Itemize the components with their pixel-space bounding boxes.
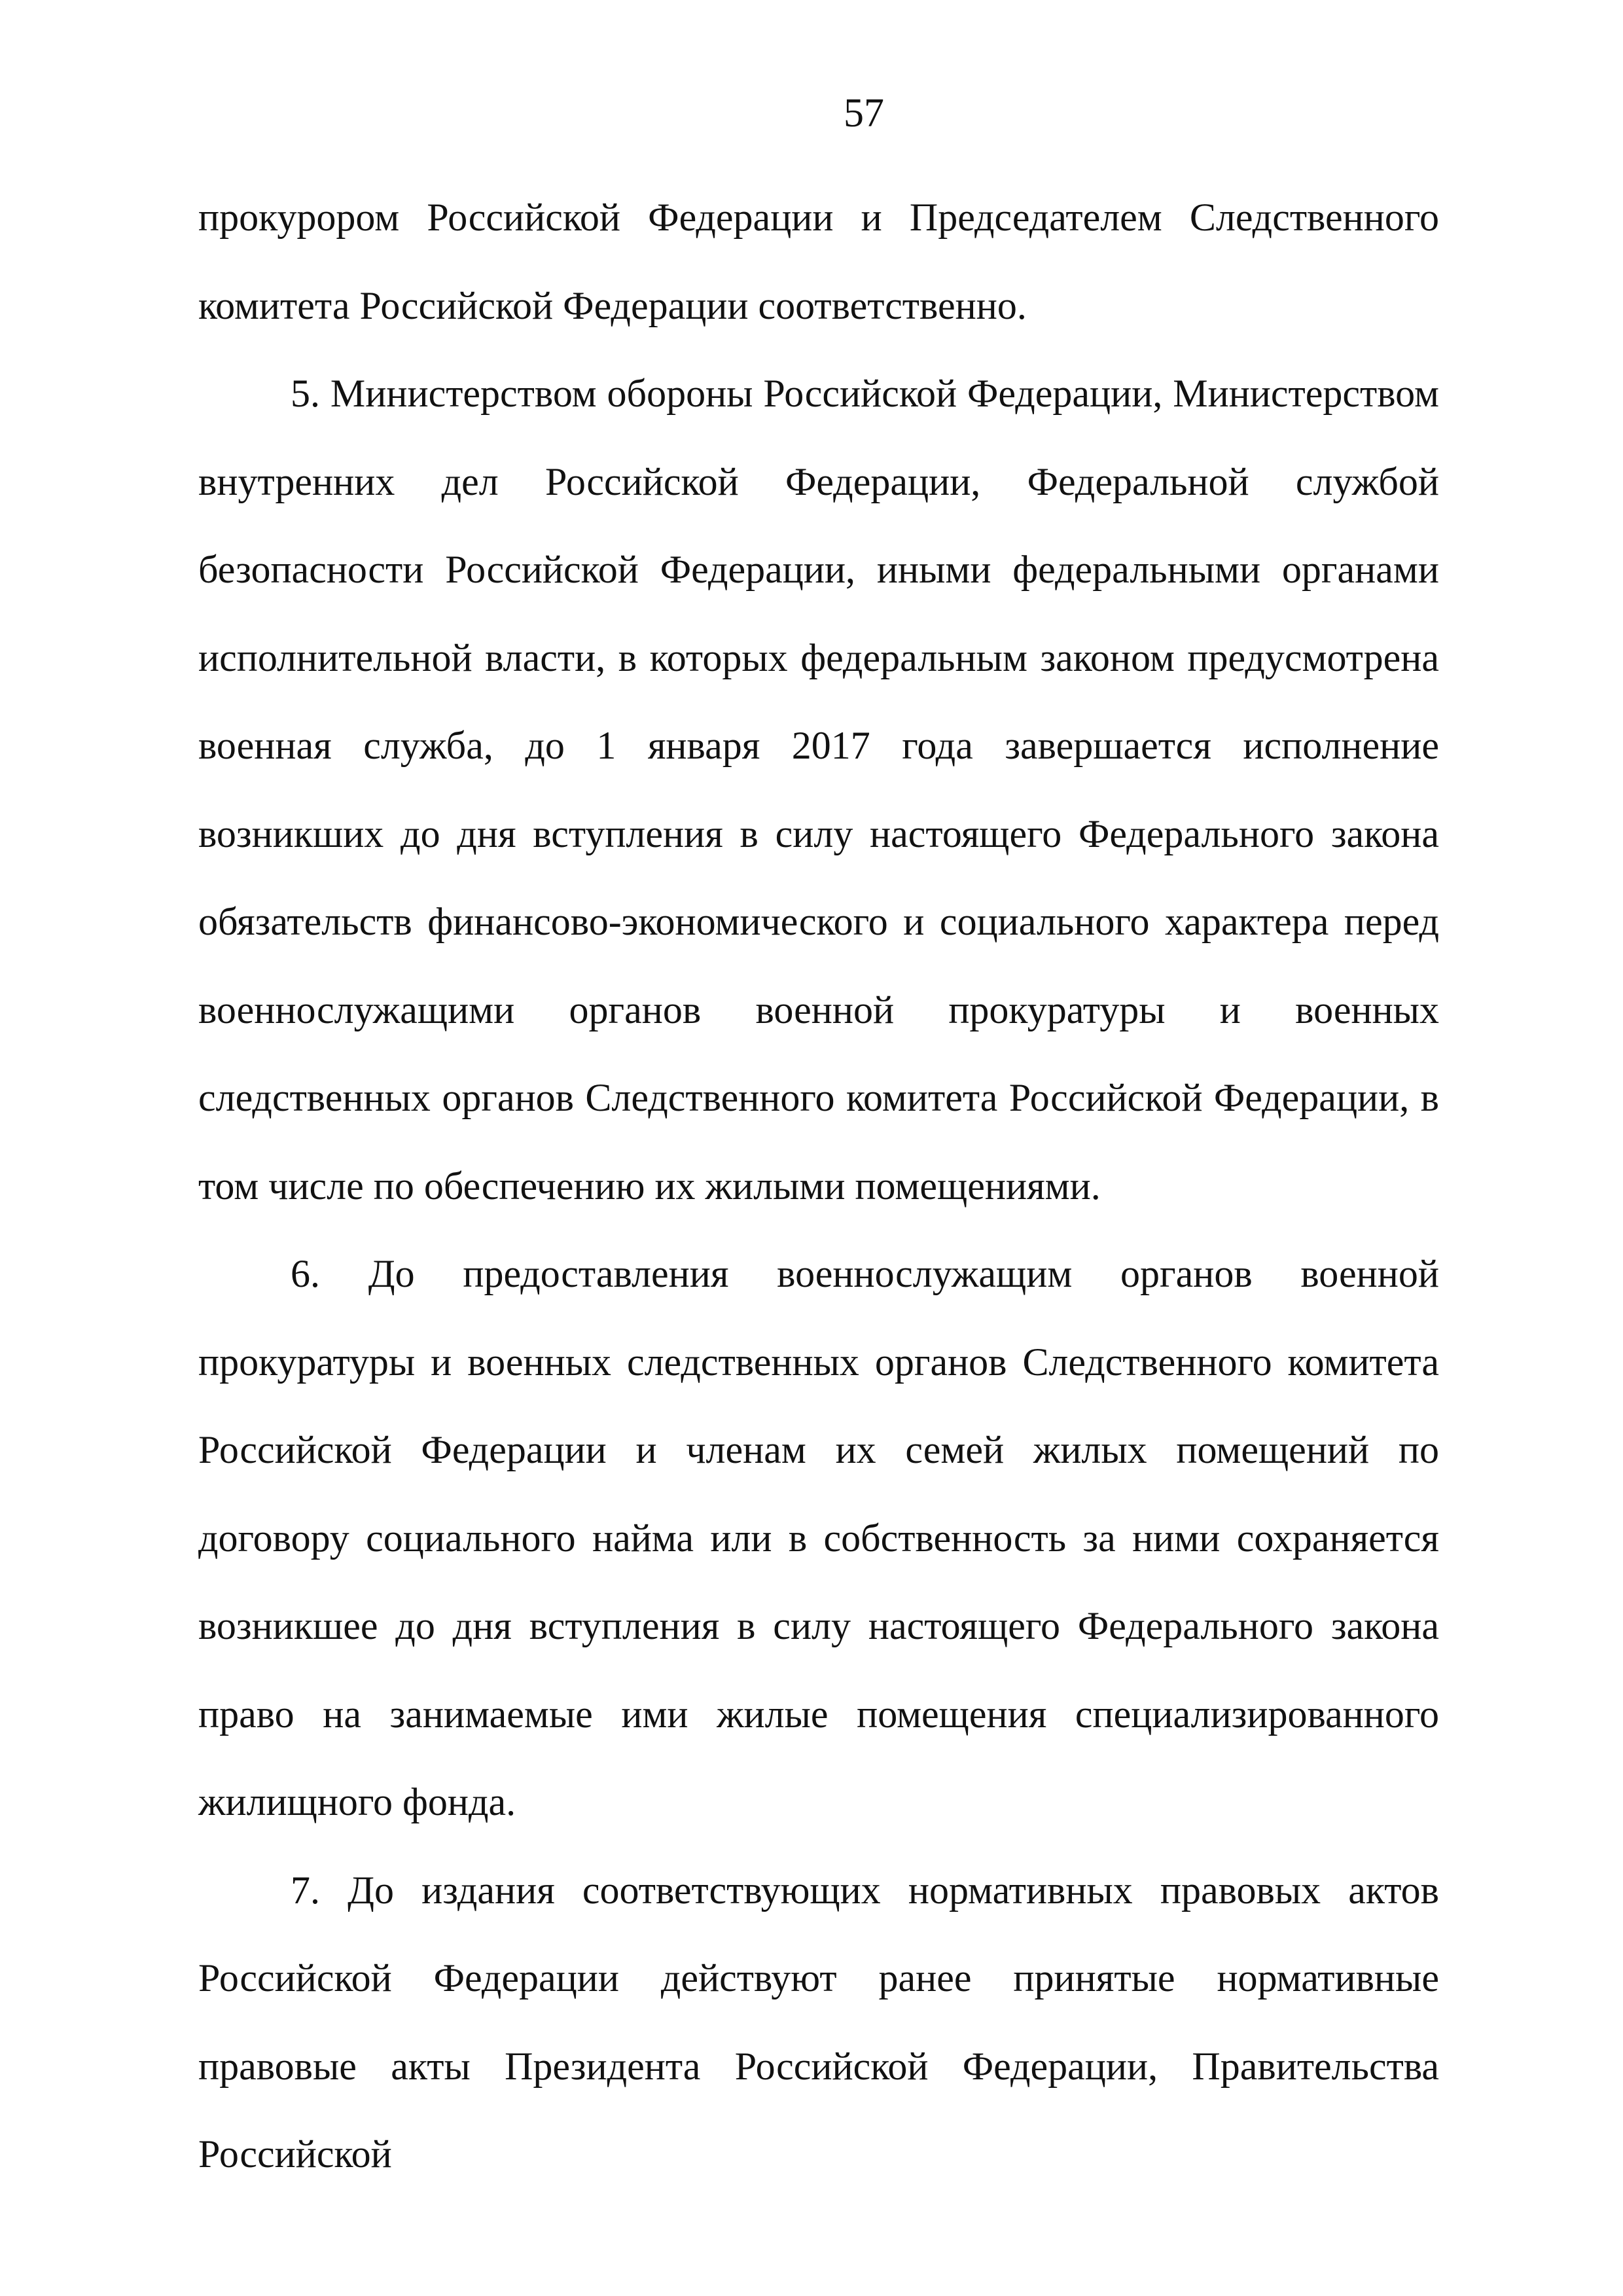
paragraph-7: 7. До издания соответствующих нормативных правовых актов Российской Федерации действуют ранее принятые нормативные правовые акты Президента Российской Федерации, Правительства Российской xyxy=(198,1868,1439,2176)
paragraph-5: 5. Министерством обороны Российской Федерации, Министерством внутренних дел Российской Федерации, Федеральной службой безопасности Российской Федерации, иными федеральными органами исполнительной власти, в которых федеральным законом предусмотрена военная служба, до 1 января 2017 года завершается исполнение возникших до дня вступления в силу настоящего Федерального закона обязательств финансово-экономического и социального характера перед военнослужащими органов военной прокуратуры и военных следственных органов Следственного комитета Российской Федерации, в том числе по обеспечению их жилыми помещениями. xyxy=(198,372,1439,1208)
paragraph-continuation: прокурором Российской Федерации и Председателем Следственного комитета Российской Федерации соответственно. xyxy=(198,196,1439,327)
paragraph-6: 6. До предоставления военнослужащим органов военной прокуратуры и военных следственных органов Следственного комитета Российской Федерации и членам их семей жилых помещений по договору социального найма или в собственность за ними сохраняется возникшее до дня вступления в силу настоящего Федерального закона право на занимаемые ими жилые помещения специализированного жилищного фонда. xyxy=(198,1252,1439,1823)
page-number: 57 xyxy=(844,91,884,135)
body-text xyxy=(198,173,1439,2198)
